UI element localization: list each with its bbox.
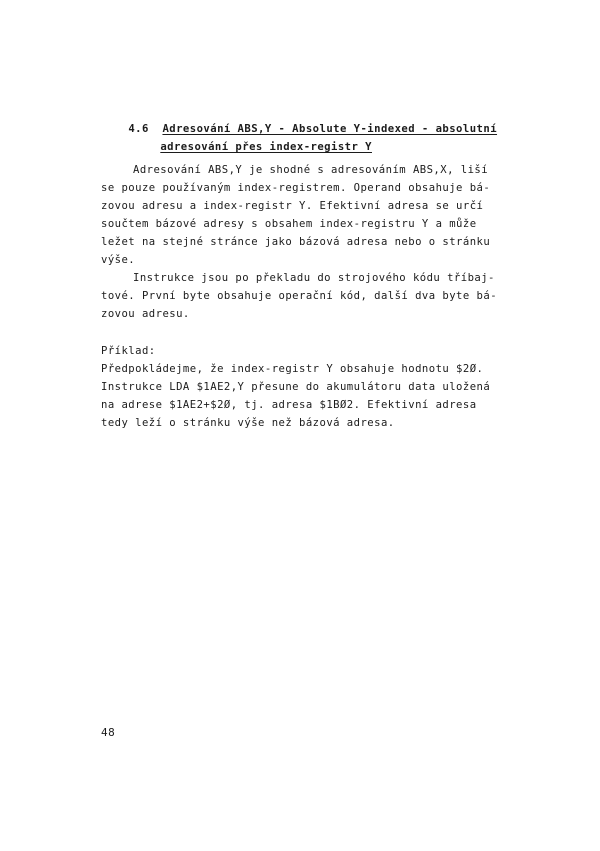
paragraph-line: zovou adresu a index-registr Y. Efektivní adresa se určí [101,200,484,212]
section-heading-continued [133,126,372,168]
paragraph-line: se pouze používaným index-registrem. Operand obsahuje bá- [101,182,491,194]
paragraph-line: součtem bázové adresy s obsahem index-registru Y a může [101,218,477,230]
paragraph-line: ležet na stejné stránce jako bázová adresa nebo o stránku [101,236,491,248]
example-line: na adrese $1AE2+$2Ø, tj. adresa $1BØ2. Efektivní adresa [101,399,477,411]
paragraph-line: výše. [101,254,136,266]
paragraph-line: tové. První byte obsahuje operační kód, další dva byte bá- [101,290,498,302]
section-title-line-2: adresování přes index-registr Y [160,141,372,153]
example-label: Příklad: [101,345,156,357]
section-title-line-1: Adresování ABS,Y - Absolute Y-indexed - absolutní [162,123,498,135]
paragraph-line: Instrukce jsou po překladu do strojového kódu tříbaj- [133,272,495,284]
example-line: Předpokládejme, že index-registr Y obsahuje hodnotu $2Ø. [101,363,484,375]
example-line: tedy leží o stránku výše než bázová adresa. [101,417,395,429]
page-number: 48 [101,726,116,739]
example-line: Instrukce LDA $1AE2,Y přesune do akumulátoru data uložená [101,381,491,393]
section-number: 4.6 [128,123,149,135]
paragraph-line: zovou adresu. [101,308,190,320]
paragraph-line: Adresování ABS,Y je shodné s adresováním ABS,X, liší [133,164,489,176]
